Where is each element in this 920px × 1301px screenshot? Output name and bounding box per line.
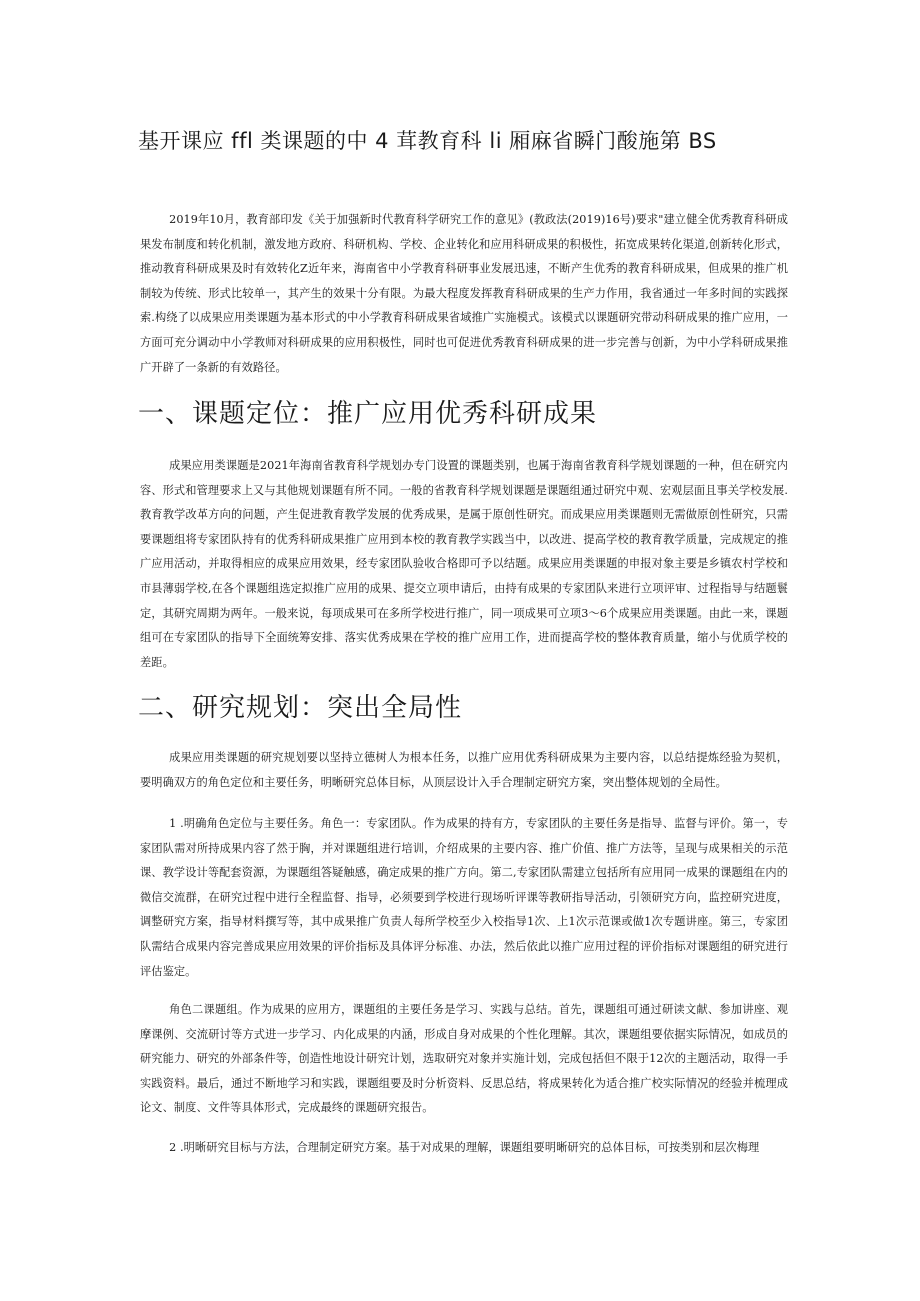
- section-2-intro-paragraph: 成果应用类课题的研究规划要以坚持立德树人为根本任务，以推广应用优秀科研成果为主要内容，以总结提炼经验为契机，要明确双方的角色定位和主要任务，明晰研究总体目标，从顶层设计入手合理制定研究方案，突出整体规划的全局性。: [140, 751, 788, 789]
- document-title: 基开课应 ffl 类课题的中 4 茸教育科 li 厢麻省瞬门酸施第 BS: [138, 129, 717, 153]
- section-2-role-2-paragraph: 角色二课题组。作为成果的应用方，课题组的主要任务是学习、实践与总结。首先，课题组可通过研读文献、参加讲座、观摩课例、交流研讨等方式进一步学习、内化成果的内涵，形成自身对成果的个性化理解。其次，课题组要依据实际情况，如成员的研究能力、研究的外部条件等，创造性地设计研究计划，选取研究对象并实施计划，完成包括但不限于12次的主题活动，取得一手实践资料。最后，通过不断地学习和实践，课题组要及时分析资料、反思总结，将成果转化为适合推广校实际情况的经验并梳理成论文、制度、文件等具体形式，完成最终的课题研究报告。: [140, 1003, 788, 1115]
- intro-paragraph: 2019年10月，教育部印发《关于加强新时代教育科学研究工作的意见》(教政法(2019)16号)要求"建立健全优秀教育科研成果发布制度和转化机制，激发地方政府、科研机构、学校、企业转化和应用科研成果的积极性，拓宽成果转化渠道,创新转化形式，推动教育科研成果及时有效转化Z近年来，海南省中小学教育科研事业发展迅速，不断产生优秀的教育科研成果，但成果的推广机制较为传统、形式比较单一，其产生的效果十分有限。为最大程度发挥教育科研成果的生产力作用，我省通过一年多时间的实践探索.构绕了以成果应用类课题为基本形式的中小学教育科研成果省域推广实施模式。该模式以课题研究带动科研成果的推广应用，一方面可充分调动中小学教师对科研成果的应用积极性，同时也可促进优秀教育科研成果的进一步完善与创新，为中小学科研成果推广开辟了一条新的有效路径。: [140, 213, 788, 374]
- section-1-paragraph: 成果应用类课题是2021年海南省教育科学规划办专门设置的课题类别，也属于海南省教育科学规划课题的一种，但在研究内容、形式和管理要求上又与其他规划课题有所不同。一般的省教育科学规划课题是课题组通过研究中观、宏观层面且事关学校发展.教育教学改革方向的问题，产生促进教育教学发展的优秀成果，是属于原创性研究。而成果应用类课题则无需做原创性研究，只需要课题组将专家团队持有的优秀科研成果推广应用到本校的教育教学实践当中，以改进、提高学校的教育教学质量，完成规定的推广应用活动，并取得相应的成果应用效果，经专家团队验收合格即可予以结题。成果应用类课题的申报对象主要是乡镇农村学校和市县薄弱学校,在各个课题组选定拟推广应用的成果、提交立项申请后，由持有成果的专家团队来进行立项评审、过程指导与结题鬟定，其研究周期为两年。一般来说，每项成果可在多所学校进行推广，同一项成果可立项3～6个成果应用类课题。由此一来，课题组可在专家团队的指导下全面统筹安排、落实优秀成果在学校的推广应用工作，进而提高学校的整体教育质量，缩小与优质学校的差距。: [140, 459, 788, 669]
- section-2-item-2-paragraph: 2 .明晰研究目标与方法，合理制定研究方案。基于对成果的理解，课题组要明晰研究的总体目标，可按类别和层次梅理: [169, 1141, 760, 1154]
- section-2-heading: 二、研究规划：突出全局性: [138, 693, 463, 723]
- section-1-heading: 一、课题定位：推广应用优秀科研成果: [138, 399, 598, 429]
- section-2-item-1-paragraph: 1 .明确角色定位与主要任务。角色一：专家团队。作为成果的持有方，专家团队的主要任务是指导、监督与评价。第一，专家团队需对所持成果内容了然于胸，并对课题组进行培训，介绍成果的主要内容、推广价值、推广方法等，呈现与成果相关的示范课、教学设计等配套资源，为课题组答疑触感，确定成果的推广方向。第二,专家团队需建立包括所有应用同一成果的课题组在内的微信交流群，在研究过程中进行全程监督、指导，必须要到学校进行现场听评课等教研指导活动，引领研究方向，监控研究进度，调整研究方案，指导材料撰写等，其中成果推广负责人每所学校至少入校指导1次、上1次示范课或做1次专题讲座。第三，专家团队需结合成果内容完善成果应用效果的评价指标及具体评分标准、办法，然后依此以推广应用过程的评价指标对课题组的研究进行评估鉴定。: [140, 817, 788, 978]
